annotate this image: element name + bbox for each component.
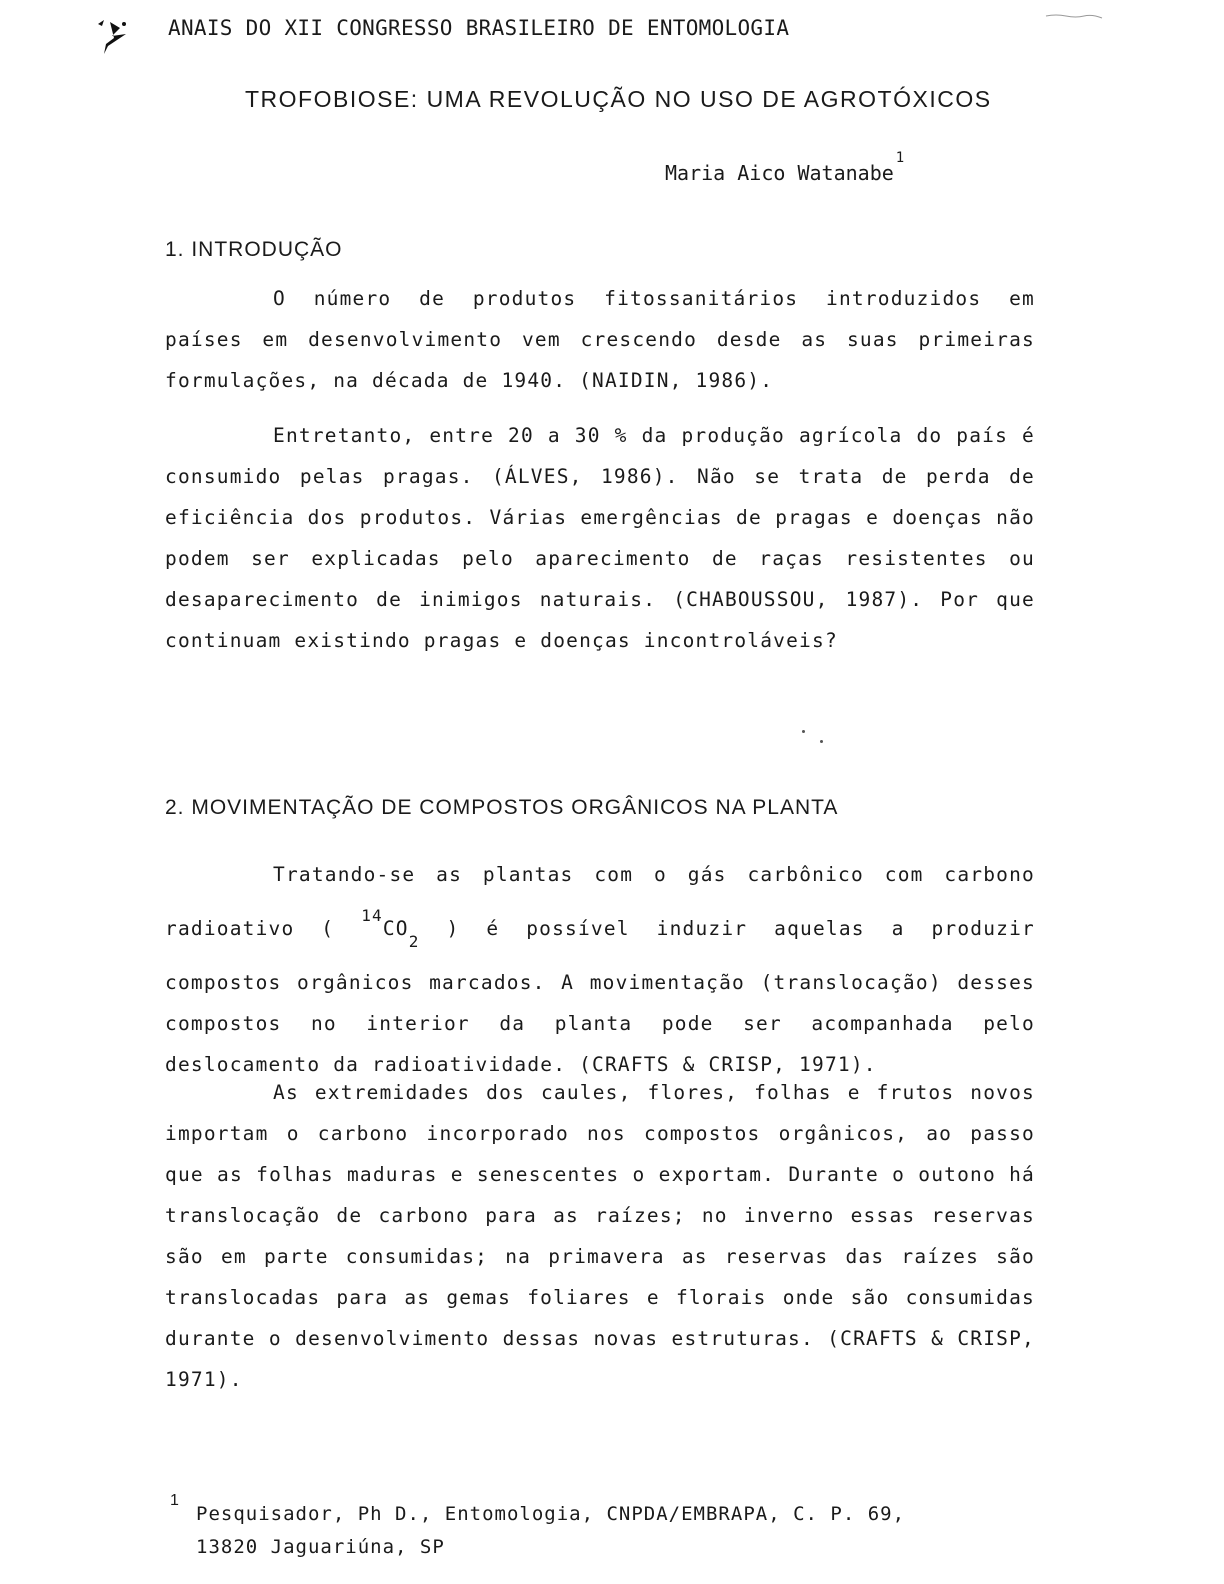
paper-speck xyxy=(820,740,823,743)
formula-mass-number: 14 xyxy=(361,906,383,925)
conference-header: ANAIS DO XII CONGRESSO BRASILEIRO DE ENTOMOLOGIA xyxy=(168,16,790,40)
paper-title: TROFOBIOSE: UMA REVOLUÇÃO NO USO DE AGROTÓXICOS xyxy=(245,86,992,112)
formula-base: CO xyxy=(382,917,409,940)
paragraph-3-before: Tratando-se as plantas com o gás carbônico com carbono radioativo ( xyxy=(165,863,1035,940)
author-name: Maria Aico Watanabe xyxy=(665,161,894,185)
paragraph-3-after: ) é possível induzir aquelas a produzir compostos orgânicos marcados. A movimentação (translocação) desses compostos no interior da planta pode ser acompanhada pelo deslocamento da radioatividade. (CRAFTS & CRISP, 1971). xyxy=(165,917,1035,1076)
footnote-mark: 1 xyxy=(170,1492,179,1509)
formula-subscript: 2 xyxy=(408,932,420,951)
paragraph-4: As extremidades dos caules, flores, folhas e frutos novos importam o carbono incorporado nos compostos orgânicos, ao passo que as folhas maduras e senescentes o exportam. Durante o outono há translocação de carbono para as raízes; no inverno essas reservas são em parte consumidas; na primavera as reservas das raízes são translocadas para as gemas foliares e florais onde são consumidas durante o desenvolvimento dessas novas estruturas. (CRAFTS & CRISP, 1971). xyxy=(165,1081,1035,1391)
paragraph-2: Entretanto, entre 20 a 30 % da produção agrícola do país é consumido pelas pragas. (ÁLVES, 1986). Não se trata de perda de eficiência dos produtos. Várias emergências de pragas e doenças não podem ser explicadas pelo aparecimento de raças resistentes ou desaparecimento de inimigos naturais. (CHABOUSSOU, 1987). Por que continuam existindo pragas e doenças incontroláveis? xyxy=(165,424,1035,652)
footnote-line-2: 13820 Jaguariúna, SP xyxy=(196,1536,445,1558)
margin-scribble-icon xyxy=(1044,12,1104,22)
author-note-mark: 1 xyxy=(895,150,905,166)
footnote-line-1: Pesquisador, Ph D., Entomologia, CNPDA/EMBRAPA, C. P. 69, xyxy=(196,1503,906,1525)
paragraph-3 xyxy=(165,854,1035,1085)
co2-formula xyxy=(361,906,420,951)
paper-speck xyxy=(802,730,805,733)
section-heading-introduction: 1. INTRODUÇÃO xyxy=(165,238,343,261)
ink-mark-icon xyxy=(90,14,134,58)
footnote xyxy=(196,1498,1016,1564)
author-line xyxy=(665,150,904,185)
paragraph-1: O número de produtos fitossanitários introduzidos em países em desenvolvimento vem crescendo desde as suas primeiras formulações, na década de 1940. (NAIDIN, 1986). xyxy=(165,287,1035,392)
section-heading-movement: 2. MOVIMENTAÇÃO DE COMPOSTOS ORGÂNICOS NA PLANTA xyxy=(165,796,839,819)
